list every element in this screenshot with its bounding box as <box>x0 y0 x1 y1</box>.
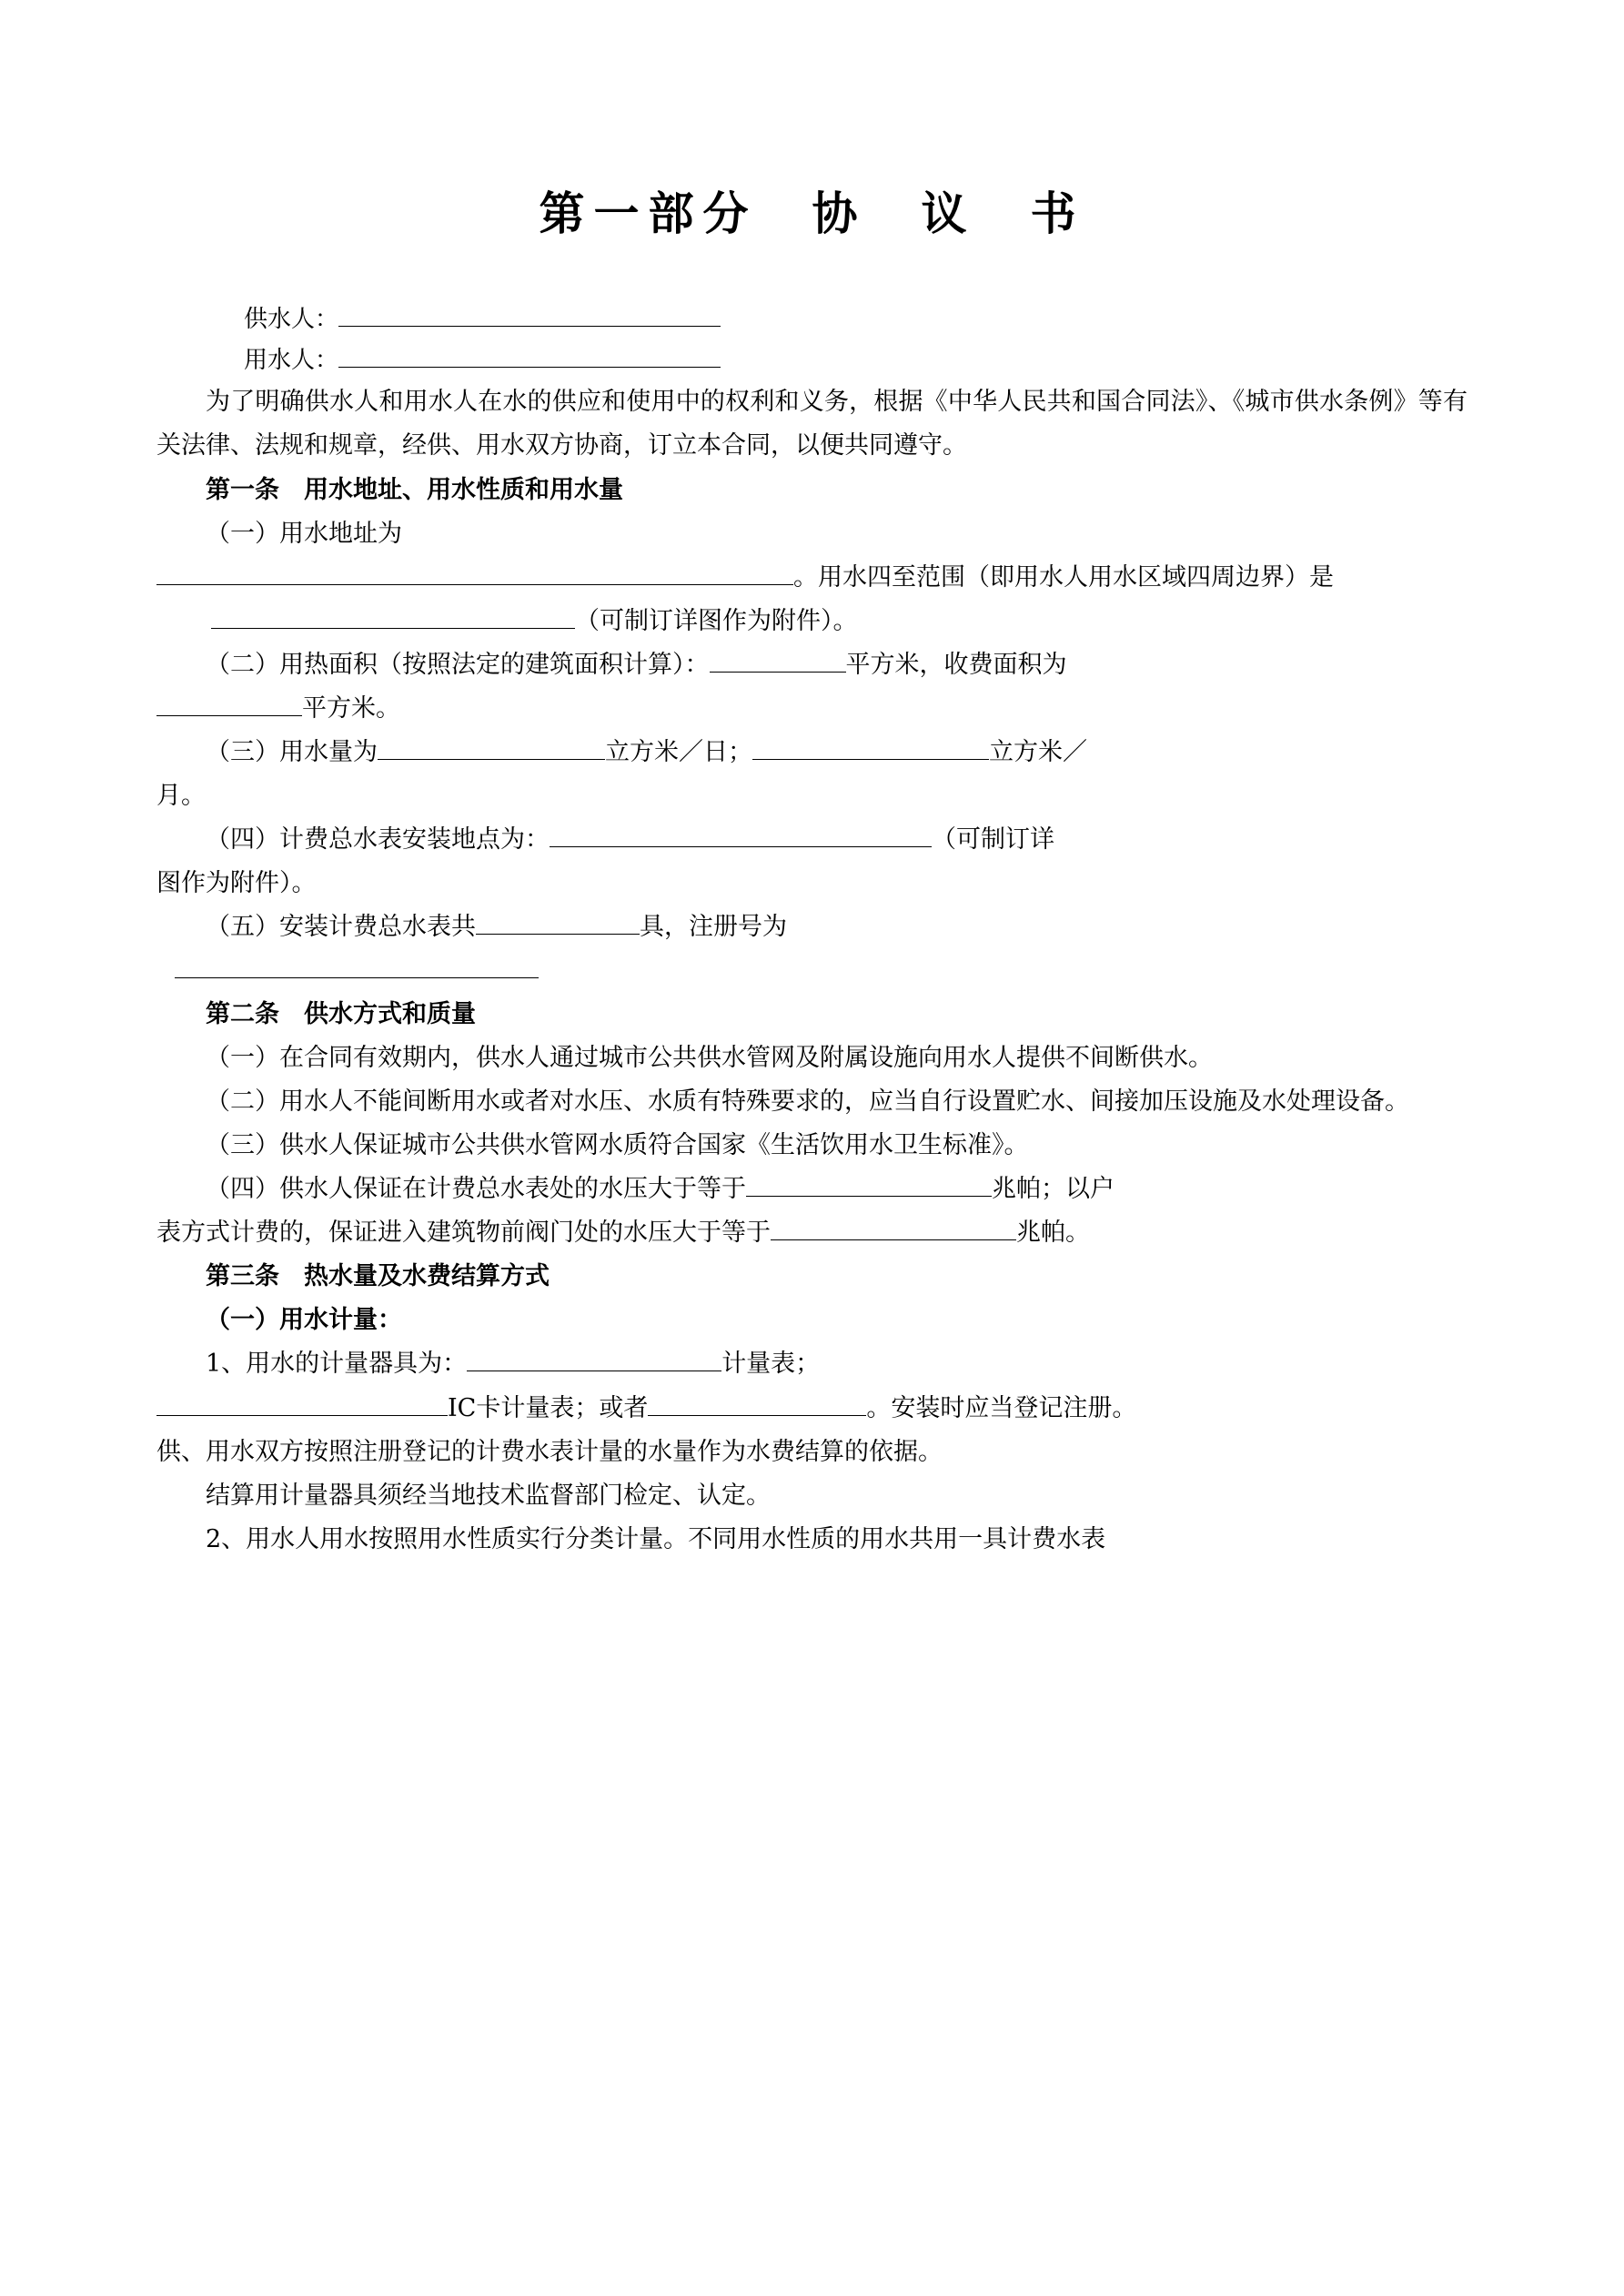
preamble-paragraph: 为了明确供水人和用水人在水的供应和使用中的权利和义务，根据《中华人民共和国合同法》、《城市供水条例》等有关法律、法规和规章，经供、用水双方协商，订立本合同，以便共同遵守。 <box>156 388 1468 460</box>
text-run: （二）用热面积（按照法定的建筑面积计算）： <box>206 650 710 679</box>
blank-field-meter-location[interactable] <box>550 821 932 847</box>
blank-field-monthly-volume[interactable] <box>752 733 989 759</box>
text-run: 。安装时应当登记注册。 <box>866 1393 1137 1422</box>
text-run: 平方米。 <box>302 693 400 723</box>
article-3-item-1-cont <box>156 1387 1468 1431</box>
text-run: 具，注册号为 <box>640 913 787 941</box>
text-run: （五）安装计费总水表共 <box>206 913 476 941</box>
text-run: 平方米，收费面积为 <box>845 650 1067 679</box>
article-2-item-2: （二）用水人不能间断用水或者对水压、水质有特殊要求的，应当自行设置贮水、间接加压设施及水处理设备。 <box>206 1087 1409 1117</box>
blank-field-boundary[interactable] <box>211 602 575 628</box>
article-3-subheading: （一）用水计量： <box>206 1306 402 1335</box>
text-run: （一）用水地址为 <box>206 519 402 548</box>
text-run: 立方米／ <box>989 737 1087 766</box>
article-2-heading: 第二条 供水方式和质量 <box>206 1000 476 1029</box>
party-supplier-label: 供水人： <box>244 306 339 333</box>
article-2-item-1: （一）在合同有效期内，供水人通过城市公共供水管网及附属设施向用水人提供不间断供水。 <box>206 1044 1213 1073</box>
article-3 <box>156 1255 1468 1561</box>
article-1-item-4-cont: 图作为附件）。 <box>156 868 317 897</box>
blank-field-address[interactable] <box>156 558 793 584</box>
party-user-field[interactable] <box>338 341 721 367</box>
article-1-item-1-cont2 <box>156 600 1468 643</box>
article-1 <box>156 469 1468 994</box>
party-user-line <box>244 340 1468 381</box>
article-1-item-3-cont: 月。 <box>156 781 206 810</box>
text-run: 1、用水的计量器具为： <box>206 1350 468 1379</box>
blank-field-pressure-main[interactable] <box>746 1170 992 1197</box>
blank-field-other-meter[interactable] <box>648 1389 866 1415</box>
text-run: （可制订详 <box>932 824 1054 854</box>
text-run: （可制订详图作为附件）。 <box>575 606 858 635</box>
blank-field-meter-count[interactable] <box>476 908 640 935</box>
article-1-heading: 第一条 用水地址、用水性质和用水量 <box>206 475 623 504</box>
article-3-item-3: 2、用水人用水按照用水性质实行分类计量。不同用水性质的用水共用一具计费水表 <box>206 1524 1106 1553</box>
parties-block <box>156 299 1468 380</box>
blank-field-pressure-valve[interactable] <box>771 1214 1016 1240</box>
text-run: （三）用水量为 <box>206 737 378 766</box>
article-2 <box>156 993 1468 1255</box>
article-1-item-5-cont <box>156 949 1468 993</box>
text-run: 立方米／日； <box>605 737 752 766</box>
text-run: （四）供水人保证在计费总水表处的水压大于等于 <box>206 1175 746 1204</box>
party-supplier-field[interactable] <box>338 301 721 327</box>
article-1-item-1 <box>156 512 1468 556</box>
text-run: 计量表； <box>721 1350 821 1379</box>
party-user-label: 用水人： <box>244 346 339 374</box>
text-run: IC卡计量表；或者 <box>448 1393 649 1422</box>
text-run: 。用水四至范围（即用水人用水区域四周边界）是 <box>793 562 1334 592</box>
article-3-heading: 第三条 热水量及水费结算方式 <box>206 1262 550 1291</box>
text-run: （四）计费总水表安装地点为： <box>206 824 550 854</box>
blank-field-metering-device[interactable] <box>467 1345 721 1371</box>
article-3-item-1-cont2: 供、用水双方按照注册登记的计费水表计量的水量作为水费结算的依据。 <box>156 1437 943 1466</box>
article-1-item-2-cont <box>156 687 1468 731</box>
article-1-item-5 <box>156 905 1468 949</box>
article-1-item-2 <box>156 643 1468 687</box>
article-1-item-1-cont <box>156 556 1468 600</box>
blank-field-charged-area[interactable] <box>156 689 302 715</box>
blank-field-daily-volume[interactable] <box>378 733 605 759</box>
article-1-item-3 <box>156 731 1468 774</box>
article-2-item-3: （三）供水人保证城市公共供水管网水质符合国家《生活饮用水卫生标准》。 <box>206 1131 1029 1160</box>
article-1-item-4 <box>156 818 1468 862</box>
text-run: 表方式计费的，保证进入建筑物前阀门处的水压大于等于 <box>156 1219 771 1248</box>
article-2-item-4 <box>156 1168 1468 1211</box>
party-supplier-line <box>244 299 1468 340</box>
article-2-item-4-cont <box>156 1211 1468 1255</box>
text-run: 兆帕。 <box>1016 1219 1090 1248</box>
article-3-item-1 <box>156 1342 1468 1386</box>
article-3-item-2: 结算用计量器具须经当地技术监督部门检定、认定。 <box>206 1481 771 1510</box>
text-run: 兆帕；以户 <box>992 1175 1115 1204</box>
blank-field-ic-meter[interactable] <box>156 1389 448 1415</box>
blank-field-registration-no[interactable] <box>175 952 539 978</box>
blank-field-heated-area[interactable] <box>710 645 846 672</box>
page-title: 第一部分 协 议 书 <box>539 187 1085 240</box>
